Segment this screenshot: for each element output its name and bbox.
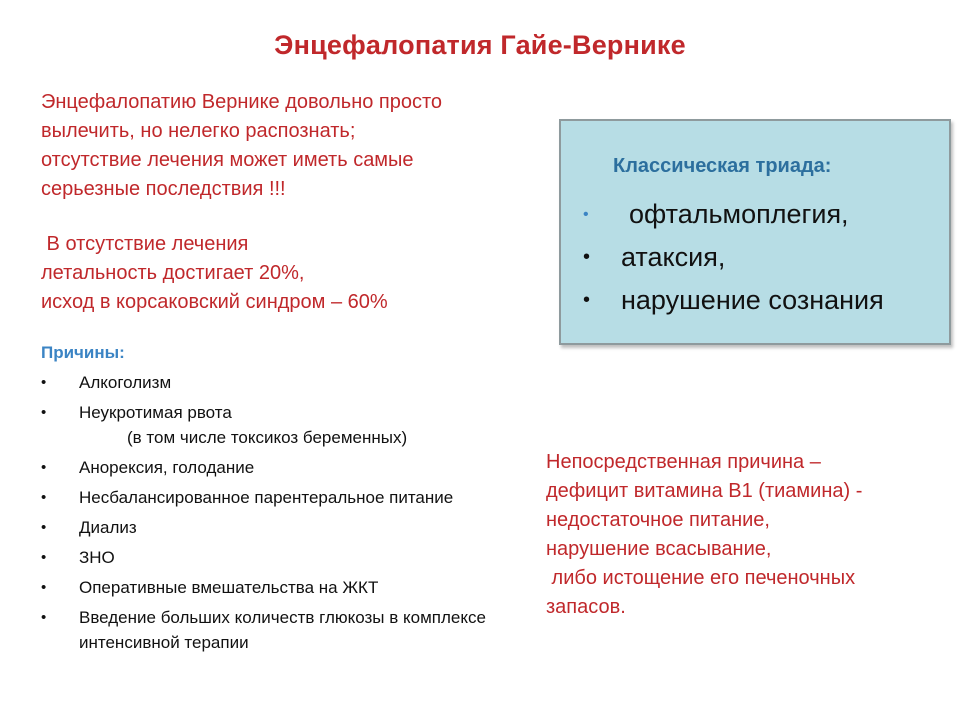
list-item bbox=[41, 545, 511, 570]
list-item-note bbox=[41, 425, 511, 450]
list-item bbox=[41, 400, 511, 425]
direct-cause-line: Непосредственная причина – bbox=[546, 451, 821, 473]
bullet-icon: • bbox=[41, 579, 47, 596]
direct-cause-line: запасов. bbox=[546, 596, 626, 618]
bullet-icon: • bbox=[41, 374, 47, 391]
triad-item bbox=[583, 193, 884, 236]
bullet-icon: • bbox=[41, 519, 47, 536]
list-item bbox=[41, 370, 511, 395]
bullet-icon: • bbox=[583, 289, 591, 311]
cause-text: Неукротимая рвота bbox=[79, 403, 232, 422]
direct-cause-paragraph bbox=[546, 448, 946, 622]
triad-list bbox=[583, 193, 884, 322]
bullet-icon: • bbox=[583, 206, 589, 223]
triad-item bbox=[583, 279, 884, 322]
causes-heading: Причины: bbox=[41, 343, 125, 362]
intro-line: отсутствие лечения может иметь самые bbox=[41, 149, 414, 171]
triad-item-text: нарушение сознания bbox=[621, 285, 884, 315]
triad-item bbox=[583, 236, 884, 279]
direct-cause-line: недостаточное питание, bbox=[546, 509, 770, 531]
bullet-icon: • bbox=[41, 404, 47, 421]
list-item bbox=[41, 575, 511, 600]
bullet-icon: • bbox=[41, 609, 47, 626]
intro-paragraph bbox=[41, 88, 541, 204]
triad-title: Классическая триада: bbox=[613, 155, 832, 177]
cause-text: Оперативные вмешательства на ЖКТ bbox=[79, 578, 379, 597]
list-item bbox=[41, 485, 511, 510]
mortality-line: исход в корсаковский синдром – 60% bbox=[41, 291, 388, 313]
bullet-icon: • bbox=[41, 549, 47, 566]
mortality-line: В отсутствие лечения bbox=[41, 233, 249, 255]
mortality-line: летальность достигает 20%, bbox=[41, 262, 305, 284]
direct-cause-line: нарушение всасывание, bbox=[546, 538, 772, 560]
triad-item-text: офтальмоплегия, bbox=[629, 199, 849, 229]
cause-text: Диализ bbox=[79, 518, 137, 537]
cause-text: ЗНО bbox=[79, 548, 115, 567]
cause-note-text: (в том числе токсикоз беременных) bbox=[127, 428, 408, 447]
slide-title: Энцефалопатия Гайе-Вернике bbox=[274, 30, 686, 60]
cause-text: Введение больших количеств глюкозы в комплексе интенсивной терапии bbox=[79, 608, 486, 652]
intro-line: Энцефалопатию Вернике довольно просто bbox=[41, 91, 443, 113]
bullet-icon: • bbox=[41, 489, 47, 506]
cause-text: Несбалансированное парентеральное питание bbox=[79, 488, 454, 507]
list-item bbox=[41, 605, 511, 655]
list-item bbox=[41, 515, 511, 540]
direct-cause-line: либо истощение его печеночных bbox=[546, 567, 856, 589]
cause-text: Анорексия, голодание bbox=[79, 458, 255, 477]
bullet-icon: • bbox=[41, 459, 47, 476]
direct-cause-line: дефицит витамина В1 (тиамина) - bbox=[546, 480, 863, 502]
intro-line: серьезные последствия !!! bbox=[41, 178, 286, 200]
bullet-icon: • bbox=[583, 246, 591, 268]
triad-box bbox=[559, 119, 951, 345]
intro-line: вылечить, но нелегко распознать; bbox=[41, 120, 356, 142]
list-item bbox=[41, 455, 511, 480]
mortality-paragraph bbox=[41, 230, 541, 317]
cause-text: Алкоголизм bbox=[79, 373, 172, 392]
triad-item-text: атаксия, bbox=[621, 242, 726, 272]
causes-list bbox=[41, 370, 511, 660]
